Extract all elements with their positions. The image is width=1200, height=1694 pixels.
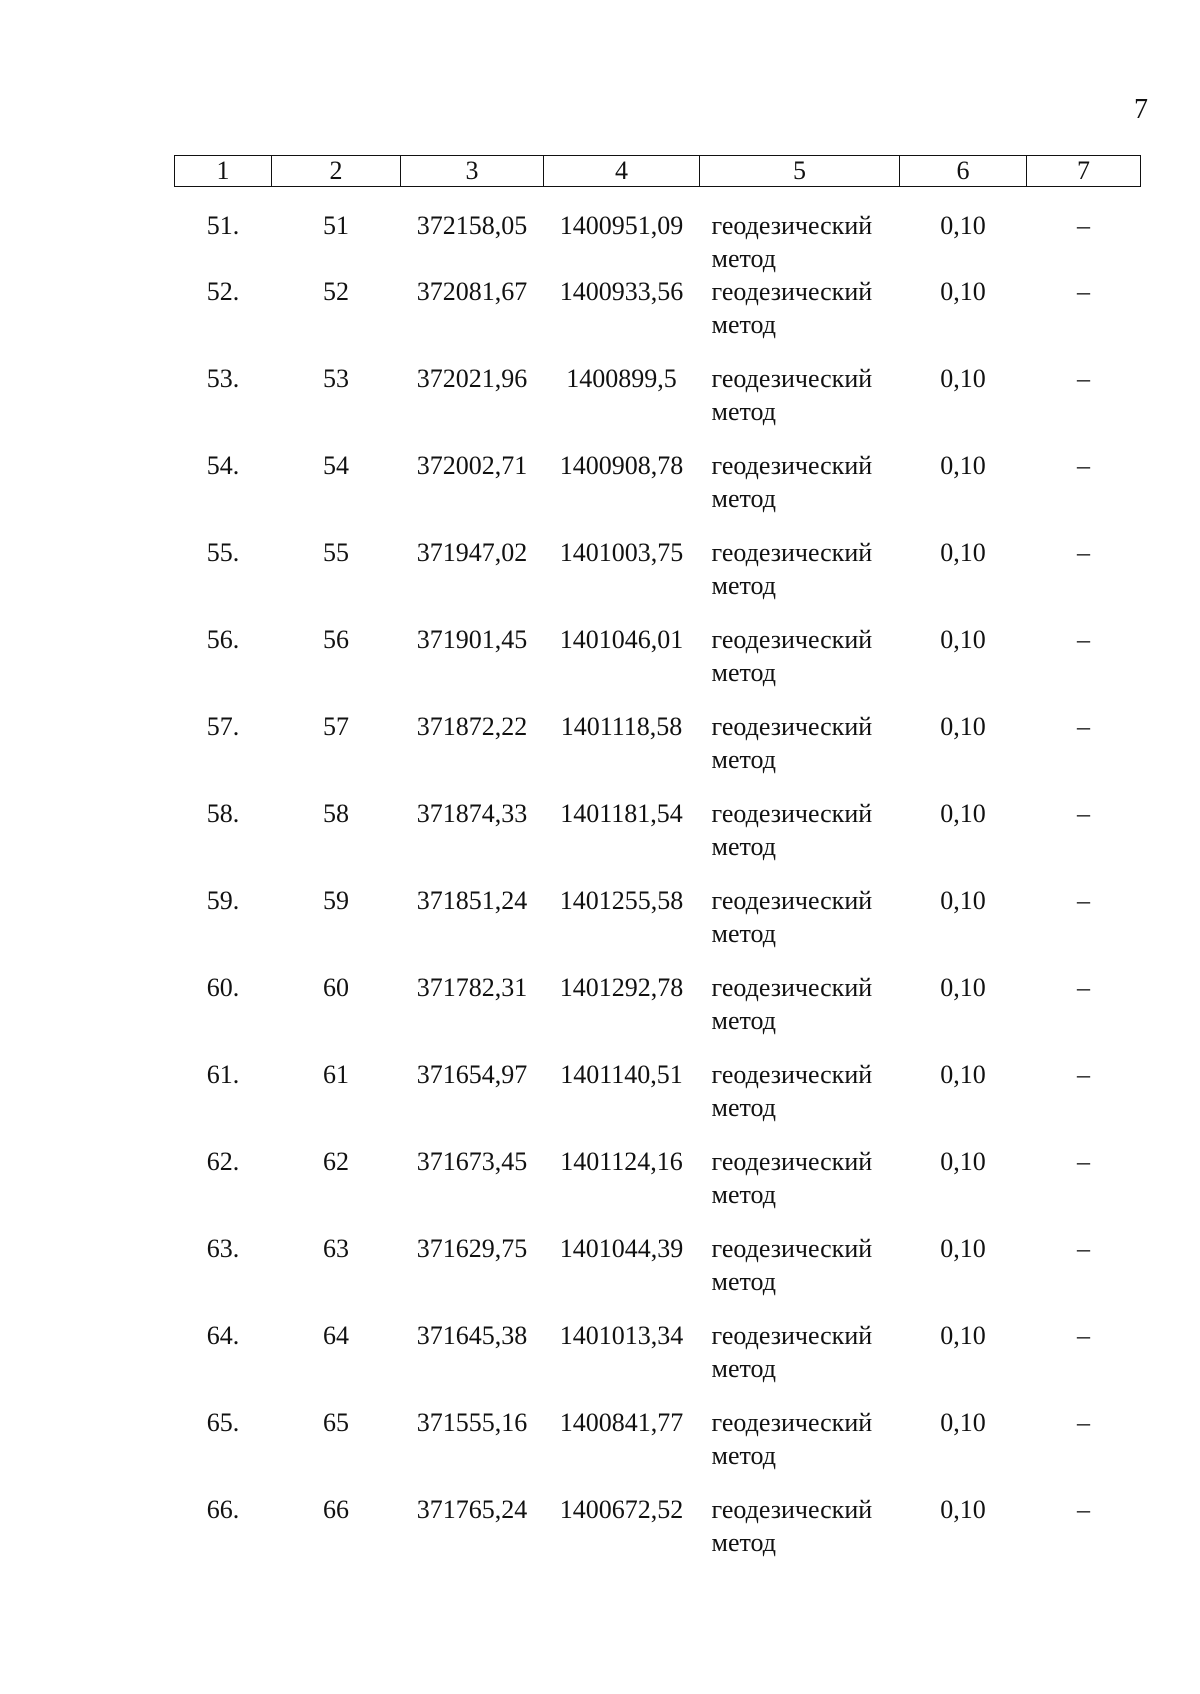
header-cell-3: 3	[401, 156, 544, 187]
page-number: 7	[1134, 94, 1148, 125]
method-cell	[700, 1493, 900, 1580]
y-coordinate-cell: 1400672,52	[559, 1495, 684, 1524]
header-cell-7: 7	[1027, 156, 1141, 187]
accuracy-cell: 0,10	[940, 538, 986, 567]
row-number-cell: 56.	[206, 625, 240, 654]
method-line-1: геодезический	[711, 1495, 873, 1524]
method-line-2: метод	[711, 1528, 776, 1557]
y-coordinate-cell: 1401124,16	[560, 1147, 683, 1176]
method-line-2: метод	[711, 571, 776, 600]
method-line-2: метод	[711, 1180, 776, 1209]
table-row	[175, 362, 1141, 449]
header-cell-1: 1	[175, 156, 272, 187]
method-line-1: геодезический	[711, 277, 873, 306]
method-line-2: метод	[711, 919, 776, 948]
point-number-cell: 61	[323, 1060, 349, 1089]
y-coordinate-cell: 1401046,01	[559, 625, 684, 654]
table-row	[175, 1232, 1141, 1319]
table-row	[175, 797, 1141, 884]
method-line-2: метод	[711, 397, 776, 426]
method-cell	[700, 1232, 900, 1319]
x-coordinate-cell: 371645,38	[416, 1321, 528, 1350]
accuracy-cell: 0,10	[940, 1321, 986, 1350]
method-line-1: геодезический	[711, 712, 873, 741]
x-coordinate-cell: 371782,31	[416, 973, 528, 1002]
point-number-cell: 52	[323, 277, 349, 306]
x-coordinate-cell: 372002,71	[416, 451, 528, 480]
accuracy-cell: 0,10	[940, 451, 986, 480]
method-line-1: геодезический	[711, 364, 873, 393]
method-cell	[700, 362, 900, 449]
header-cell-6: 6	[900, 156, 1027, 187]
point-number-cell: 54	[323, 451, 349, 480]
point-number-cell: 64	[323, 1321, 349, 1350]
point-number-cell: 53	[323, 364, 349, 393]
note-cell: –	[1077, 1495, 1090, 1524]
method-line-2: метод	[711, 1093, 776, 1122]
point-number-cell: 62	[323, 1147, 349, 1176]
y-coordinate-cell: 1401003,75	[559, 538, 684, 567]
table-row	[175, 1058, 1141, 1145]
table-row	[175, 187, 1141, 276]
row-number-cell: 58.	[206, 799, 240, 828]
table-row	[175, 971, 1141, 1058]
row-number-cell: 51.	[206, 211, 240, 240]
row-number-cell: 53.	[206, 364, 240, 393]
x-coordinate-cell: 372021,96	[416, 364, 528, 393]
point-number-cell: 65	[323, 1408, 349, 1437]
method-line-2: метод	[711, 1354, 776, 1383]
accuracy-cell: 0,10	[940, 712, 986, 741]
note-cell: –	[1077, 211, 1090, 240]
point-number-cell: 57	[323, 712, 349, 741]
x-coordinate-cell: 371947,02	[416, 538, 528, 567]
method-cell	[700, 623, 900, 710]
row-number-cell: 66.	[206, 1495, 240, 1524]
y-coordinate-cell: 1400951,09	[559, 211, 684, 240]
table-row	[175, 1319, 1141, 1406]
note-cell: –	[1077, 1321, 1090, 1350]
accuracy-cell: 0,10	[940, 1060, 986, 1089]
method-cell	[700, 884, 900, 971]
accuracy-cell: 0,10	[940, 364, 986, 393]
accuracy-cell: 0,10	[940, 1147, 986, 1176]
x-coordinate-cell: 371901,45	[416, 625, 528, 654]
y-coordinate-cell: 1401118,58	[560, 712, 683, 741]
method-cell	[700, 187, 900, 276]
table-row	[175, 449, 1141, 536]
method-cell	[700, 971, 900, 1058]
method-cell	[700, 797, 900, 884]
coordinates-table	[174, 155, 1141, 1580]
x-coordinate-cell: 371765,24	[416, 1495, 528, 1524]
method-line-1: геодезический	[711, 625, 873, 654]
note-cell: –	[1077, 973, 1090, 1002]
table-row	[175, 623, 1141, 710]
table-row	[175, 1145, 1141, 1232]
note-cell: –	[1077, 538, 1090, 567]
accuracy-cell: 0,10	[940, 625, 986, 654]
x-coordinate-cell: 372158,05	[416, 211, 528, 240]
row-number-cell: 61.	[206, 1060, 240, 1089]
y-coordinate-cell: 1401140,51	[560, 1060, 683, 1089]
note-cell: –	[1077, 886, 1090, 915]
row-number-cell: 60.	[206, 973, 240, 1002]
method-line-1: геодезический	[711, 1147, 873, 1176]
y-coordinate-cell: 1401044,39	[559, 1234, 684, 1263]
x-coordinate-cell: 371872,22	[416, 712, 528, 741]
y-coordinate-cell: 1401181,54	[560, 799, 683, 828]
x-coordinate-cell: 371874,33	[416, 799, 528, 828]
accuracy-cell: 0,10	[940, 1408, 986, 1437]
x-coordinate-cell: 371673,45	[416, 1147, 528, 1176]
note-cell: –	[1077, 1147, 1090, 1176]
row-number-cell: 62.	[206, 1147, 240, 1176]
note-cell: –	[1077, 451, 1090, 480]
point-number-cell: 51	[323, 211, 349, 240]
point-number-cell: 56	[323, 625, 349, 654]
header-row	[175, 156, 1141, 187]
note-cell: –	[1077, 1234, 1090, 1263]
y-coordinate-cell: 1400841,77	[559, 1408, 684, 1437]
method-line-2: метод	[711, 658, 776, 687]
method-cell	[700, 449, 900, 536]
point-number-cell: 55	[323, 538, 349, 567]
row-number-cell: 64.	[206, 1321, 240, 1350]
y-coordinate-cell: 1400933,56	[559, 277, 684, 306]
method-line-2: метод	[711, 832, 776, 861]
method-cell	[700, 1145, 900, 1232]
method-cell	[700, 1058, 900, 1145]
note-cell: –	[1077, 277, 1090, 306]
accuracy-cell: 0,10	[940, 799, 986, 828]
method-line-1: геодезический	[711, 799, 873, 828]
x-coordinate-cell: 371851,24	[416, 886, 528, 915]
x-coordinate-cell: 371629,75	[416, 1234, 528, 1263]
method-cell	[700, 1406, 900, 1493]
table-row	[175, 884, 1141, 971]
note-cell: –	[1077, 625, 1090, 654]
method-line-2: метод	[711, 1006, 776, 1035]
y-coordinate-cell: 1400899,5	[566, 364, 677, 393]
accuracy-cell: 0,10	[940, 973, 986, 1002]
method-line-2: метод	[711, 1267, 776, 1296]
method-line-2: метод	[711, 310, 776, 339]
method-line-1: геодезический	[711, 1060, 873, 1089]
method-cell	[700, 536, 900, 623]
method-line-2: метод	[711, 244, 776, 273]
point-number-cell: 59	[323, 886, 349, 915]
y-coordinate-cell: 1400908,78	[559, 451, 684, 480]
point-number-cell: 58	[323, 799, 349, 828]
row-number-cell: 52.	[206, 277, 240, 306]
method-line-1: геодезический	[711, 973, 873, 1002]
table-body	[175, 187, 1141, 1581]
method-line-2: метод	[711, 484, 776, 513]
note-cell: –	[1077, 799, 1090, 828]
row-number-cell: 57.	[206, 712, 240, 741]
method-line-1: геодезический	[711, 451, 873, 480]
x-coordinate-cell: 372081,67	[416, 277, 528, 306]
x-coordinate-cell: 371555,16	[416, 1408, 528, 1437]
note-cell: –	[1077, 364, 1090, 393]
accuracy-cell: 0,10	[940, 886, 986, 915]
table-row	[175, 1493, 1141, 1580]
row-number-cell: 63.	[206, 1234, 240, 1263]
method-cell	[700, 1319, 900, 1406]
row-number-cell: 54.	[206, 451, 240, 480]
header-cell-4: 4	[544, 156, 700, 187]
point-number-cell: 66	[323, 1495, 349, 1524]
point-number-cell: 60	[323, 973, 349, 1002]
accuracy-cell: 0,10	[940, 211, 986, 240]
point-number-cell: 63	[323, 1234, 349, 1263]
method-cell	[700, 275, 900, 362]
table-row	[175, 1406, 1141, 1493]
method-cell	[700, 710, 900, 797]
accuracy-cell: 0,10	[940, 277, 986, 306]
table-header	[175, 156, 1141, 187]
x-coordinate-cell: 371654,97	[416, 1060, 528, 1089]
header-cell-2: 2	[272, 156, 401, 187]
method-line-2: метод	[711, 1441, 776, 1470]
method-line-1: геодезический	[711, 886, 873, 915]
note-cell: –	[1077, 1408, 1090, 1437]
table-row	[175, 710, 1141, 797]
note-cell: –	[1077, 1060, 1090, 1089]
method-line-2: метод	[711, 745, 776, 774]
row-number-cell: 55.	[206, 538, 240, 567]
accuracy-cell: 0,10	[940, 1234, 986, 1263]
method-line-1: геодезический	[711, 211, 873, 240]
method-line-1: геодезический	[711, 1321, 873, 1350]
header-cell-5: 5	[700, 156, 900, 187]
y-coordinate-cell: 1401292,78	[559, 973, 684, 1002]
accuracy-cell: 0,10	[940, 1495, 986, 1524]
table-row	[175, 536, 1141, 623]
row-number-cell: 59.	[206, 886, 240, 915]
method-line-1: геодезический	[711, 1234, 873, 1263]
y-coordinate-cell: 1401255,58	[559, 886, 684, 915]
method-line-1: геодезический	[711, 538, 873, 567]
row-number-cell: 65.	[206, 1408, 240, 1437]
method-line-1: геодезический	[711, 1408, 873, 1437]
y-coordinate-cell: 1401013,34	[559, 1321, 684, 1350]
table-row	[175, 275, 1141, 362]
note-cell: –	[1077, 712, 1090, 741]
